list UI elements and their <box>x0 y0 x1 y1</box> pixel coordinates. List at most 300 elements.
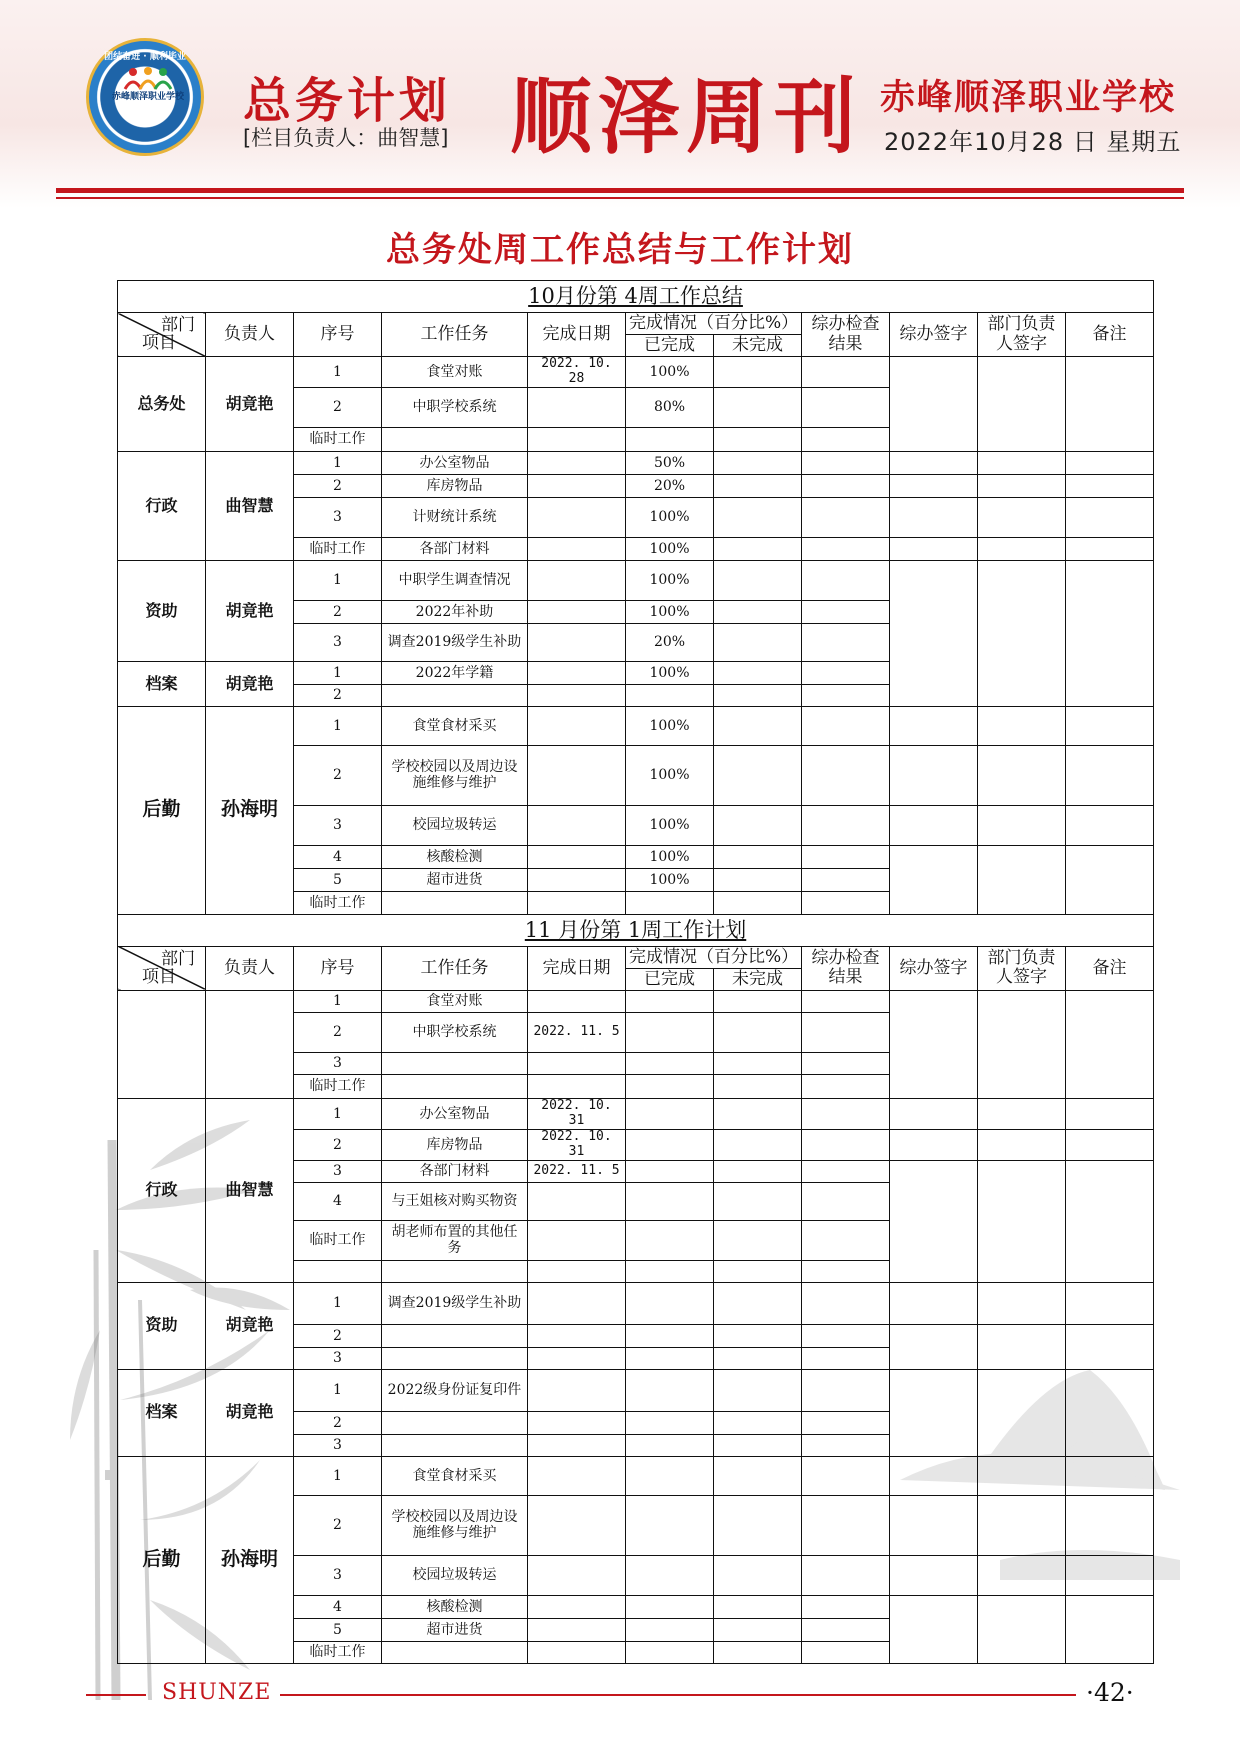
done-header: 已完成 <box>626 335 714 357</box>
seq-cell: 2 <box>294 1012 382 1052</box>
seq-cell: 1 <box>294 1282 382 1324</box>
dept-cell <box>118 990 206 1098</box>
owner-cell: 胡竟艳 <box>206 1282 294 1369</box>
check-cell <box>802 451 890 474</box>
done-cell <box>626 1555 714 1595</box>
head-sign-cell <box>978 1282 1066 1324</box>
date-cell <box>528 427 626 451</box>
task-cell: 核酸检测 <box>382 845 528 868</box>
remark-cell <box>1066 451 1154 474</box>
head-sign-cell <box>978 560 1066 706</box>
check-cell <box>802 474 890 497</box>
dept-cell: 后勤 <box>118 1456 206 1663</box>
check-cell <box>802 1618 890 1641</box>
owner-cell: 胡竟艳 <box>206 1369 294 1456</box>
task-cell <box>382 427 528 451</box>
done-cell <box>626 1012 714 1052</box>
head-sign-cell <box>978 1595 1066 1663</box>
undone-cell <box>714 600 802 623</box>
task-cell: 库房物品 <box>382 1129 528 1160</box>
seq-cell: 临时工作 <box>294 427 382 451</box>
header-row <box>118 946 1154 968</box>
done-cell <box>626 1641 714 1663</box>
plan-title-row <box>118 914 1154 946</box>
seq-cell: 1 <box>294 990 382 1012</box>
undone-cell <box>714 868 802 891</box>
task-cell: 计财统计系统 <box>382 497 528 537</box>
task-cell <box>382 1074 528 1098</box>
date-cell: 2022. 11. 5 <box>528 1012 626 1052</box>
date-cell <box>528 745 626 805</box>
head-sign-cell <box>978 706 1066 745</box>
done-cell: 100% <box>626 745 714 805</box>
undone-cell <box>714 357 802 388</box>
sign-cell <box>890 745 978 805</box>
date-cell: 2022. 10. 28 <box>528 357 626 388</box>
dept-cell: 资助 <box>118 1282 206 1369</box>
date-cell: 2022. 10. 31 <box>528 1129 626 1160</box>
seq-cell: 1 <box>294 357 382 388</box>
task-cell: 核酸检测 <box>382 1595 528 1618</box>
check-cell <box>802 1555 890 1595</box>
seq-cell: 2 <box>294 684 382 706</box>
sign-cell <box>890 1555 978 1595</box>
sign-cell <box>890 845 978 914</box>
head-sign-cell <box>978 1555 1066 1595</box>
seq-cell: 2 <box>294 745 382 805</box>
footer-rule-left <box>86 1694 146 1696</box>
owner-cell: 孙海明 <box>206 706 294 914</box>
check-cell <box>802 1434 890 1456</box>
task-cell: 各部门材料 <box>382 537 528 560</box>
sign-cell <box>890 1456 978 1495</box>
undone-cell <box>714 745 802 805</box>
done-cell <box>626 1160 714 1182</box>
summary-title: 10月份第 4周工作总结 <box>118 281 1154 313</box>
date-cell <box>528 990 626 1012</box>
date-cell <box>528 891 626 914</box>
undone-cell <box>714 1456 802 1495</box>
check-cell <box>802 1595 890 1618</box>
check-cell <box>802 387 890 427</box>
sign-cell <box>890 706 978 745</box>
undone-cell <box>714 661 802 684</box>
table-row <box>118 1369 1154 1411</box>
remark-cell <box>1066 1555 1154 1595</box>
column-editor: [栏目负责人：曲智慧] <box>243 126 449 150</box>
head-sign-cell <box>978 1369 1066 1456</box>
owner-cell: 曲智慧 <box>206 1098 294 1282</box>
head-sign-cell <box>978 1324 1066 1369</box>
undone-cell <box>714 1182 802 1220</box>
undone-cell <box>714 990 802 1012</box>
remark-cell <box>1066 560 1154 706</box>
sign-cell <box>890 805 978 845</box>
remark-cell <box>1066 497 1154 537</box>
dept-cell: 后勤 <box>118 706 206 914</box>
remark-cell <box>1066 745 1154 805</box>
task-cell <box>382 1641 528 1663</box>
done-cell <box>626 1347 714 1369</box>
undone-cell <box>714 1434 802 1456</box>
undone-cell <box>714 706 802 745</box>
seq-cell: 3 <box>294 1555 382 1595</box>
date-cell <box>528 1434 626 1456</box>
head-sign-cell <box>978 357 1066 452</box>
date-cell <box>528 1411 626 1434</box>
date-cell <box>528 1347 626 1369</box>
task-cell: 食堂食材采买 <box>382 1456 528 1495</box>
undone-cell <box>714 560 802 600</box>
done-cell: 100% <box>626 560 714 600</box>
done-cell <box>626 684 714 706</box>
remark-cell <box>1066 474 1154 497</box>
task-cell: 2022年补助 <box>382 600 528 623</box>
check-cell <box>802 990 890 1012</box>
status-header: 完成情况（百分比%） <box>626 946 802 968</box>
check-header: 综办检查结果 <box>802 313 890 357</box>
date-cell <box>528 451 626 474</box>
check-cell <box>802 684 890 706</box>
seq-cell: 4 <box>294 1595 382 1618</box>
sign-cell <box>890 1495 978 1555</box>
date-cell <box>528 537 626 560</box>
seq-cell: 2 <box>294 600 382 623</box>
remark-cell <box>1066 1495 1154 1555</box>
table-row <box>118 560 1154 600</box>
head-sign-cell <box>978 1129 1066 1160</box>
undone-cell <box>714 1012 802 1052</box>
task-header: 工作任务 <box>382 313 528 357</box>
check-cell <box>802 537 890 560</box>
done-cell: 100% <box>626 868 714 891</box>
task-cell <box>382 1052 528 1074</box>
remark-cell <box>1066 845 1154 914</box>
head-sign-cell <box>978 474 1066 497</box>
check-cell <box>802 1129 890 1160</box>
remark-cell <box>1066 1160 1154 1282</box>
date-cell <box>528 1074 626 1098</box>
sign-cell <box>890 451 978 474</box>
task-cell: 胡老师布置的其他任务 <box>382 1220 528 1260</box>
task-cell <box>382 1434 528 1456</box>
dept-item-header: 部门 项目 <box>118 313 206 357</box>
header-rule-thin <box>56 197 1184 199</box>
sign-cell <box>890 1098 978 1129</box>
date-cell <box>528 706 626 745</box>
date-cell <box>528 661 626 684</box>
seq-cell: 1 <box>294 1098 382 1129</box>
date-cell <box>528 1555 626 1595</box>
task-cell: 学校校园以及周边设施维修与维护 <box>382 1495 528 1555</box>
head-sign-header: 部门负责人签字 <box>978 313 1066 357</box>
date-cell <box>528 868 626 891</box>
check-cell <box>802 1456 890 1495</box>
owner-cell: 孙海明 <box>206 1456 294 1663</box>
footer-rule-right <box>280 1694 1076 1696</box>
seq-cell: 2 <box>294 1495 382 1555</box>
sign-cell <box>890 1369 978 1456</box>
date-cell <box>528 1618 626 1641</box>
task-cell <box>382 1260 528 1282</box>
done-cell <box>626 1182 714 1220</box>
seq-cell: 2 <box>294 387 382 427</box>
header-rule <box>56 188 1184 193</box>
remark-header: 备注 <box>1066 313 1154 357</box>
undone-cell <box>714 1282 802 1324</box>
done-cell <box>626 427 714 451</box>
done-cell: 100% <box>626 600 714 623</box>
seq-cell: 4 <box>294 845 382 868</box>
undone-cell <box>714 805 802 845</box>
done-cell <box>626 1495 714 1555</box>
done-cell <box>626 1260 714 1282</box>
check-cell <box>802 427 890 451</box>
task-header: 工作任务 <box>382 946 528 990</box>
remark-cell <box>1066 537 1154 560</box>
done-cell <box>626 990 714 1012</box>
remark-cell <box>1066 1129 1154 1160</box>
check-cell <box>802 1282 890 1324</box>
date-cell <box>528 1495 626 1555</box>
date-cell <box>528 1260 626 1282</box>
plan-title: 11 月份第 1周工作计划 <box>118 914 1154 946</box>
head-sign-cell <box>978 1495 1066 1555</box>
seq-header: 序号 <box>294 313 382 357</box>
seq-cell: 4 <box>294 1182 382 1220</box>
table-row <box>118 706 1154 745</box>
task-cell: 2022年学籍 <box>382 661 528 684</box>
task-cell: 超市进货 <box>382 1618 528 1641</box>
summary-title-row <box>118 281 1154 313</box>
table-row <box>118 1456 1154 1495</box>
seq-cell: 1 <box>294 451 382 474</box>
seq-cell: 临时工作 <box>294 1641 382 1663</box>
undone-cell <box>714 1369 802 1411</box>
check-cell <box>802 1641 890 1663</box>
task-cell <box>382 684 528 706</box>
task-cell: 学校校园以及周边设施维修与维护 <box>382 745 528 805</box>
done-cell <box>626 1098 714 1129</box>
seq-header: 序号 <box>294 946 382 990</box>
task-cell: 中职学校系统 <box>382 387 528 427</box>
check-cell <box>802 1369 890 1411</box>
done-cell: 100% <box>626 845 714 868</box>
undone-cell <box>714 1260 802 1282</box>
remark-cell <box>1066 1098 1154 1129</box>
sign-cell <box>890 497 978 537</box>
task-cell: 各部门材料 <box>382 1160 528 1182</box>
done-cell <box>626 891 714 914</box>
task-cell <box>382 1411 528 1434</box>
undone-cell <box>714 497 802 537</box>
undone-cell <box>714 1098 802 1129</box>
owner-cell <box>206 990 294 1098</box>
done-cell: 20% <box>626 474 714 497</box>
table-row <box>118 1282 1154 1324</box>
header-row <box>118 313 1154 335</box>
sign-cell <box>890 1160 978 1282</box>
sign-header: 综办签字 <box>890 946 978 990</box>
check-cell <box>802 868 890 891</box>
undone-cell <box>714 537 802 560</box>
logo-arc-text: 团结奋进 · 顺利毕业 <box>104 52 186 62</box>
head-sign-header: 部门负责人签字 <box>978 946 1066 990</box>
sign-cell <box>890 990 978 1098</box>
done-cell <box>626 1369 714 1411</box>
seq-cell: 5 <box>294 868 382 891</box>
remark-cell <box>1066 1282 1154 1324</box>
sign-cell <box>890 474 978 497</box>
seq-cell: 2 <box>294 1324 382 1347</box>
undone-cell <box>714 1220 802 1260</box>
seq-cell: 1 <box>294 706 382 745</box>
dept-cell: 档案 <box>118 661 206 706</box>
seq-cell: 1 <box>294 1369 382 1411</box>
undone-cell <box>714 1595 802 1618</box>
check-cell <box>802 1098 890 1129</box>
done-cell <box>626 1595 714 1618</box>
check-cell <box>802 1411 890 1434</box>
seq-cell: 5 <box>294 1618 382 1641</box>
head-sign-cell <box>978 497 1066 537</box>
seq-cell: 3 <box>294 1160 382 1182</box>
owner-cell: 胡竟艳 <box>206 357 294 452</box>
check-cell <box>802 560 890 600</box>
seq-cell: 3 <box>294 805 382 845</box>
undone-cell <box>714 1074 802 1098</box>
owner-cell: 胡竟艳 <box>206 560 294 661</box>
task-cell <box>382 1324 528 1347</box>
undone-cell <box>714 474 802 497</box>
sign-cell <box>890 1282 978 1324</box>
done-cell <box>626 1456 714 1495</box>
undone-cell <box>714 1618 802 1641</box>
head-sign-cell <box>978 1098 1066 1129</box>
dept-cell: 总务处 <box>118 357 206 452</box>
task-cell <box>382 1347 528 1369</box>
task-cell: 库房物品 <box>382 474 528 497</box>
date-cell: 2022. 10. 31 <box>528 1098 626 1129</box>
task-cell: 校园垃圾转运 <box>382 1555 528 1595</box>
sign-header: 综办签字 <box>890 313 978 357</box>
seq-cell: 1 <box>294 1456 382 1495</box>
date-cell <box>528 1369 626 1411</box>
school-logo <box>86 38 204 156</box>
done-cell: 100% <box>626 805 714 845</box>
dept-cell: 档案 <box>118 1369 206 1456</box>
remark-cell <box>1066 805 1154 845</box>
table-row <box>118 1098 1154 1129</box>
sign-cell <box>890 1595 978 1663</box>
sign-cell <box>890 1324 978 1369</box>
task-cell: 与王姐核对购买物资 <box>382 1182 528 1220</box>
owner-header: 负责人 <box>206 313 294 357</box>
remark-cell <box>1066 706 1154 745</box>
owner-cell: 曲智慧 <box>206 451 294 560</box>
undone-cell <box>714 1495 802 1555</box>
date-cell <box>528 845 626 868</box>
logo-school-name: 赤峰顺泽职业学校 <box>111 92 184 102</box>
school-name: 赤峰顺泽职业学校 <box>880 78 1177 118</box>
check-cell <box>802 1160 890 1182</box>
remark-cell <box>1066 1595 1154 1663</box>
seq-cell <box>294 1260 382 1282</box>
done-cell: 100% <box>626 661 714 684</box>
remark-cell <box>1066 1456 1154 1495</box>
check-cell <box>802 600 890 623</box>
done-header: 已完成 <box>626 968 714 990</box>
document-title: 总务处周工作总结与工作计划 <box>386 230 854 270</box>
date-cell <box>528 474 626 497</box>
task-cell: 调查2019级学生补助 <box>382 623 528 661</box>
task-cell: 调查2019级学生补助 <box>382 1282 528 1324</box>
check-cell <box>802 1495 890 1555</box>
done-cell <box>626 1411 714 1434</box>
undone-header: 未完成 <box>714 335 802 357</box>
done-cell <box>626 1282 714 1324</box>
remark-cell <box>1066 1369 1154 1456</box>
head-sign-cell <box>978 451 1066 474</box>
done-cell <box>626 1052 714 1074</box>
date-cell <box>528 387 626 427</box>
owner-header: 负责人 <box>206 946 294 990</box>
date-cell <box>528 1595 626 1618</box>
date-cell <box>528 560 626 600</box>
undone-cell <box>714 387 802 427</box>
seq-cell: 临时工作 <box>294 1220 382 1260</box>
dept-cell: 行政 <box>118 1098 206 1282</box>
check-cell <box>802 745 890 805</box>
task-cell: 食堂食材采买 <box>382 706 528 745</box>
undone-cell <box>714 1347 802 1369</box>
date-cell <box>528 1282 626 1324</box>
seq-cell: 3 <box>294 1434 382 1456</box>
check-cell <box>802 1074 890 1098</box>
masthead: 顺泽周刊 <box>510 69 863 165</box>
task-cell <box>382 891 528 914</box>
undone-cell <box>714 1324 802 1347</box>
done-cell <box>626 1324 714 1347</box>
task-cell: 中职学生调查情况 <box>382 560 528 600</box>
footer-brand: SHUNZE <box>162 1680 272 1705</box>
head-sign-cell <box>978 805 1066 845</box>
head-sign-cell <box>978 845 1066 914</box>
date-header: 完成日期 <box>528 946 626 990</box>
seq-cell: 2 <box>294 474 382 497</box>
date-cell <box>528 684 626 706</box>
undone-cell <box>714 451 802 474</box>
remark-cell <box>1066 990 1154 1098</box>
date-header: 完成日期 <box>528 313 626 357</box>
date-cell <box>528 1220 626 1260</box>
check-cell <box>802 497 890 537</box>
seq-cell: 2 <box>294 1129 382 1160</box>
sign-cell <box>890 537 978 560</box>
seq-cell: 2 <box>294 1411 382 1434</box>
table-row <box>118 990 1154 1012</box>
seq-cell: 3 <box>294 623 382 661</box>
people-icon <box>121 67 175 91</box>
task-cell: 食堂对账 <box>382 357 528 388</box>
date-cell <box>528 497 626 537</box>
check-cell <box>802 891 890 914</box>
done-cell <box>626 1618 714 1641</box>
undone-cell <box>714 1129 802 1160</box>
check-cell <box>802 1324 890 1347</box>
check-cell <box>802 1220 890 1260</box>
done-cell <box>626 1074 714 1098</box>
